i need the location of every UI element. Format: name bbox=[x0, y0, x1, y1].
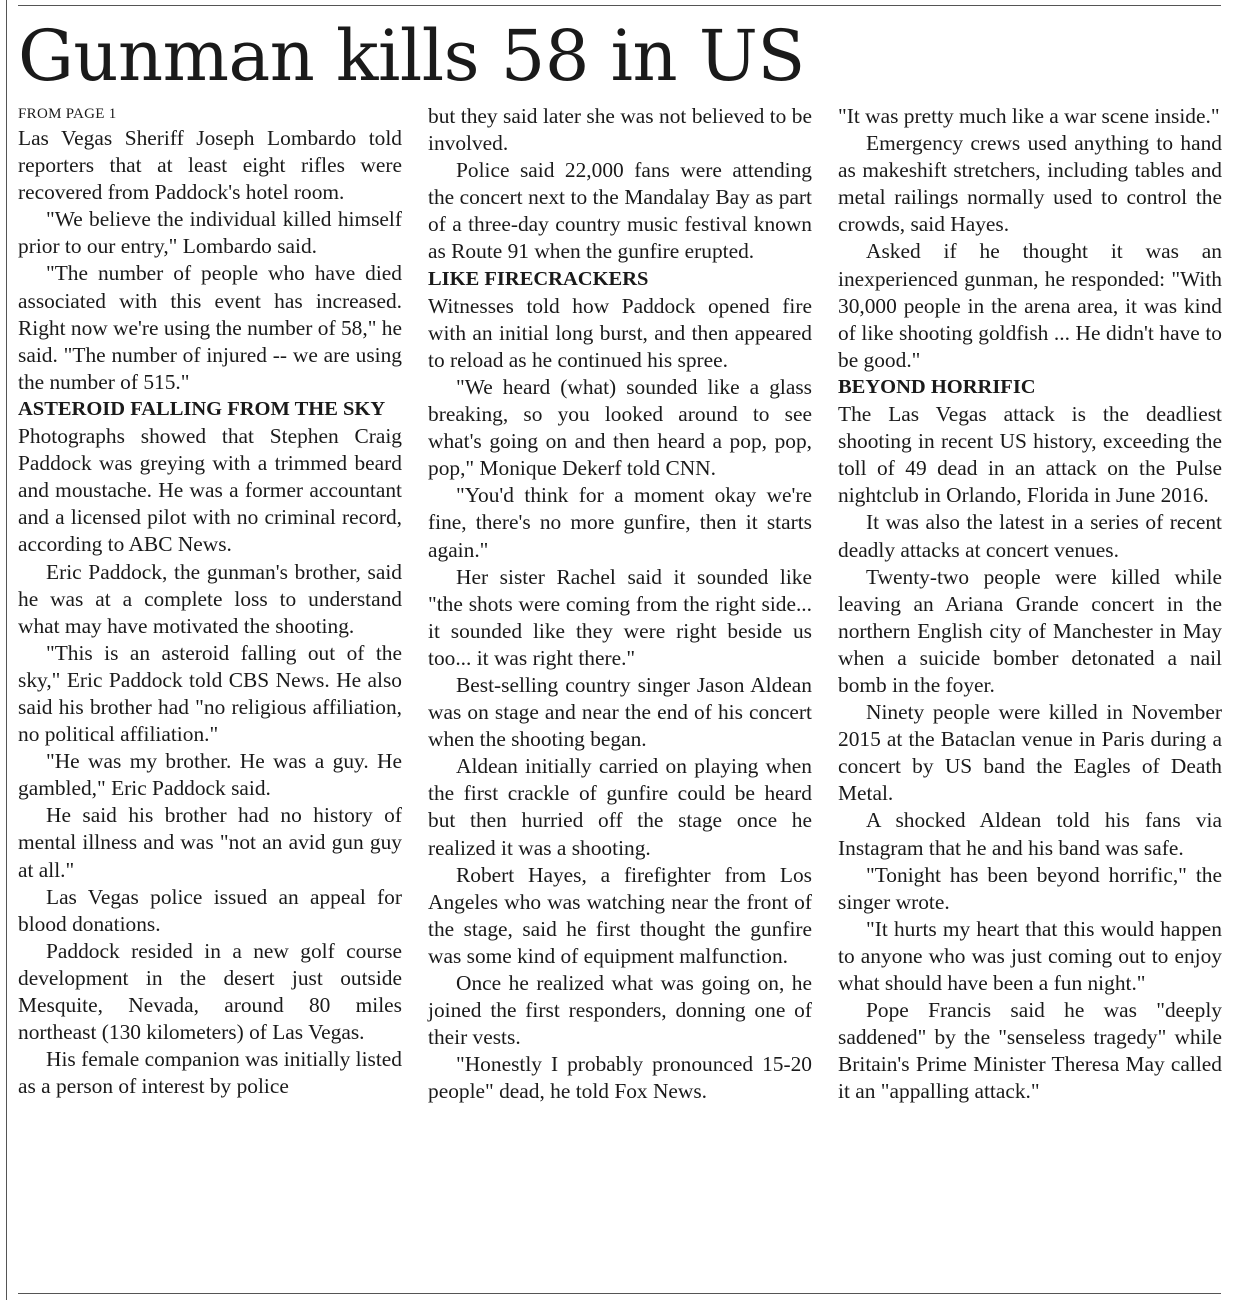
paragraph: Asked if he thought it was an inexperienced gunman, he responded: "With 30,000 people in the arena area, it was kind of like shooting goldfish ... He didn't have to be good." bbox=[838, 239, 1222, 372]
paragraph: Photographs showed that Stephen Craig Paddock was greying with a trimmed beard and moustache. He was a former accountant and a licensed pilot with no criminal record, according to ABC News. bbox=[18, 424, 402, 557]
paragraph: Twenty-two people were killed while leaving an Ariana Grande concert in the northern English city of Manchester in May when a suicide bomber detonated a nail bomb in the foyer. bbox=[838, 564, 1222, 697]
column-1 bbox=[18, 103, 402, 1100]
page-border bbox=[6, 0, 7, 1300]
paragraph: Best-selling country singer Jason Aldean was on stage and near the end of his concert when the shooting began. bbox=[428, 672, 812, 752]
paragraph: "He was my brother. He was a guy. He gambled," Eric Paddock said. bbox=[18, 749, 402, 801]
paragraph: but they said later she was not believed to be involved. bbox=[428, 104, 812, 156]
column-2 bbox=[428, 103, 812, 1105]
paragraph: "Honestly I probably pronounced 15-20 people" dead, he told Fox News. bbox=[428, 1052, 812, 1104]
headline: Gunman kills 58 in US bbox=[18, 15, 805, 97]
paragraph: Police said 22,000 fans were attending the concert next to the Mandalay Bay as part of a three-day country music festival known as Route 91 when the gunfire erupted. bbox=[428, 158, 812, 264]
paragraph: Las Vegas Sheriff Joseph Lombardo told reporters that at least eight rifles were recovered from Paddock's hotel room. bbox=[18, 126, 402, 205]
paragraph: Her sister Rachel said it sounded like "the shots were coming from the right side... it sounded like they were right beside us too... it was right there." bbox=[428, 564, 812, 670]
paragraph: It was also the latest in a series of recent deadly attacks at concert venues. bbox=[838, 510, 1222, 562]
paragraph: He said his brother had no history of mental illness and was "not an avid gun guy at all." bbox=[18, 803, 402, 882]
bottom-rule bbox=[18, 1293, 1221, 1294]
subhead: BEYOND HORRIFIC bbox=[838, 375, 1036, 398]
paragraph: "We heard (what) sounded like a glass breaking, so you looked around to see what's going on and then heard a pop, pop, pop," Monique Dekerf told CNN. bbox=[428, 374, 812, 481]
paragraph: Emergency crews used anything to hand as makeshift stretchers, including tables and metal railings normally used to control the crowds, said Hayes. bbox=[838, 131, 1222, 237]
paragraph: "It was pretty much like a war scene inside." bbox=[838, 104, 1220, 128]
top-rule bbox=[18, 5, 1221, 6]
subhead: ASTEROID FALLING FROM THE SKY bbox=[18, 397, 386, 420]
paragraph: Once he realized what was going on, he joined the first responders, donning one of their vests. bbox=[428, 971, 812, 1050]
paragraph: "The number of people who have died associated with this event has increased. Right now we're using the number of 58," he said. "The number of injured -- we are using the number of 515." bbox=[18, 261, 402, 394]
paragraph: Paddock resided in a new golf course development in the desert just outside Mesquite, Nevada, around 80 miles northeast (130 kilometers) of Las Vegas. bbox=[18, 938, 402, 1045]
paragraph: "This is an asteroid falling out of the sky," Eric Paddock told CBS News. He also said his brother had "no religious affiliation, no political affiliation." bbox=[18, 640, 402, 747]
paragraph: "We believe the individual killed himself prior to our entry," Lombardo said. bbox=[18, 207, 402, 259]
paragraph: Ninety people were killed in November 2015 at the Bataclan venue in Paris during a concert by US band the Eagles of Death Metal. bbox=[838, 700, 1222, 806]
paragraph: Witnesses told how Paddock opened fire with an initial long burst, and then appeared to reload as he continued his spree. bbox=[428, 293, 812, 372]
paragraph: Pope Francis said he was "deeply saddened" by the "senseless tragedy" while Britain's Prime Minister Theresa May called it an "appalling attack." bbox=[838, 998, 1222, 1104]
paragraph: Eric Paddock, the gunman's brother, said he was at a complete loss to understand what may have motivated the shooting. bbox=[18, 559, 402, 638]
column-3 bbox=[838, 103, 1222, 1105]
paragraph: Robert Hayes, a firefighter from Los Angeles who was watching near the front of the stage, said he first thought the gunfire was some kind of equipment malfunction. bbox=[428, 862, 812, 968]
paragraph: "You'd think for a moment okay we're fine, there's no more gunfire, then it starts again." bbox=[428, 483, 812, 562]
subhead: LIKE FIRECRACKERS bbox=[428, 267, 649, 290]
paragraph: "Tonight has been beyond horrific," the singer wrote. bbox=[838, 862, 1222, 914]
paragraph: "It hurts my heart that this would happen to anyone who was just coming out to enjoy what should have been a fun night." bbox=[838, 916, 1222, 995]
paragraph: His female companion was initially listed as a person of interest by police bbox=[18, 1047, 402, 1099]
paragraph: A shocked Aldean told his fans via Instagram that he and his band was safe. bbox=[838, 808, 1222, 860]
paragraph: Aldean initially carried on playing when the first crackle of gunfire could be heard but then hurried off the stage once he realized it was a shooting. bbox=[428, 754, 812, 860]
paragraph: The Las Vegas attack is the deadliest shooting in recent US history, exceeding the toll of 49 dead in an attack on the Pulse nightclub in Orlando, Florida in June 2016. bbox=[838, 402, 1222, 508]
paragraph: Las Vegas police issued an appeal for blood donations. bbox=[18, 884, 402, 936]
kicker: FROM PAGE 1 bbox=[18, 106, 117, 122]
